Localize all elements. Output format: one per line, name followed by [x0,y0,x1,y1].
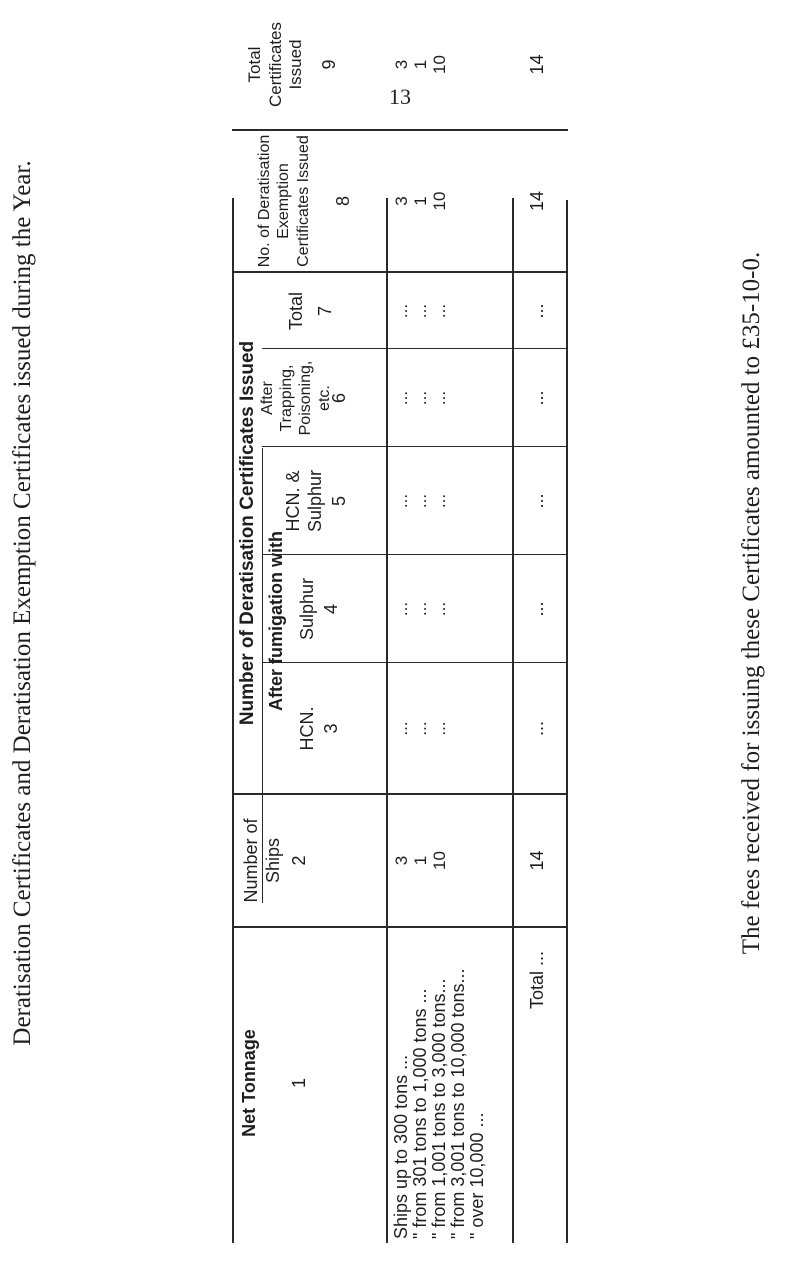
tonnage-column [392,931,487,1239]
table-row [411,931,430,1239]
trapping-value: ... [392,390,411,406]
hcn-sulphur-column [392,449,449,553]
total-certificates: 14 [527,54,548,75]
certificates-value: 1 [411,59,430,70]
tonnage-label: " from 3,001 tons to 10,000 tons... [448,968,468,1239]
header-hcn-sulphur: HCN. & Sulphur [283,469,325,533]
rule-total-sep [512,198,514,1243]
header-after-fumigation: After fumigation with [266,531,287,711]
col-sep-6 [262,348,568,349]
col-sep-8 [232,129,568,131]
exemption-column [392,133,449,269]
col-number-6: 6 [329,393,350,404]
col-number-7: 7 [315,306,336,317]
col-sep-5 [262,446,568,447]
exemption-value: 10 [430,191,449,211]
hcn-value: ... [430,721,449,736]
header-deratisation-certificates: Number of Deratisation Certificates Issued [236,340,258,726]
trapping-value: ... [411,390,430,406]
sulphur-value: ... [411,601,430,617]
total-hcn: ... [527,721,548,737]
table-title: Deratisation Certificates and Deratisation Exemption Certificates issued during the Year. [9,160,36,1046]
col-sep-3 [262,662,568,663]
ships-column [392,798,487,923]
col-number-5: 5 [329,496,350,507]
header-net-tonnage: Net Tonnage [239,1029,260,1137]
exemption-value: 3 [392,196,411,206]
total-total: ... [527,303,548,319]
total-value: ... [411,303,430,319]
total-value: ... [392,303,411,319]
header-after-trapping: After Trapping, Poisoning, etc. [258,360,334,436]
header-number-of-ships: Number of Ships [241,818,283,903]
tonnage-label: Ships up to 300 tons ... [391,1054,411,1239]
table-row [392,931,411,1239]
ships-value: 3 [392,855,411,866]
header-exemption-certificates: No. of Deratisation Exemption Certificates Issued [256,134,312,268]
sulphur-column [392,557,449,661]
rule-body-top [386,198,388,1243]
hcn-sulphur-value: ... [392,493,411,509]
tonnage-label: " from 301 tons to 1,000 tons ... [410,988,430,1239]
total-exemption: 14 [527,190,548,212]
col-number-8: 8 [333,196,354,207]
rule-left [232,198,234,1243]
tonnage-label: " over 10,000 ... [467,1112,487,1239]
exemption-value: 1 [411,196,430,206]
trapping-value: ... [430,390,449,406]
total-trapping: ... [527,390,548,406]
certificates-value: 3 [392,59,411,70]
total-ships: 14 [527,850,548,871]
col-number-2: 2 [289,855,310,866]
total-hcn-sulphur: ... [527,493,548,509]
trapping-column [392,351,449,445]
certificates-value: 10 [430,55,449,74]
certificates-column [392,2,449,127]
hcn-column [392,666,449,791]
page-number: 13 [389,84,411,109]
sulphur-value: ... [392,601,411,617]
col-sep-7 [232,271,568,273]
total-value: ... [430,303,449,319]
tonnage-label: " from 1,001 tons to 3,000 tons... [429,978,449,1239]
header-hcn: HCN. [297,706,318,751]
hcn-value: ... [411,721,430,736]
hcn-value: ... [392,721,411,736]
ships-value: 1 [411,855,430,866]
col-number-9: 9 [319,59,340,70]
table-row [430,931,449,1239]
sulphur-value: ... [430,601,449,617]
rule-right [566,200,568,1243]
header-total-deratisation: Total [286,291,307,331]
col-number-3: 3 [321,723,342,734]
total-row-label: Total ... [527,951,548,1010]
header-total-certificates: Total Certificates Issued [245,21,306,108]
table-row [449,931,468,1239]
hcn-sulphur-value: ... [430,493,449,509]
col-sep-4 [262,554,568,555]
header-sulphur: Sulphur [297,577,318,641]
ships-value [468,798,487,923]
hcn-sulphur-value: ... [411,493,430,509]
ships-value: 10 [430,851,449,870]
fees-footnote: The fees received for issuing these Certificates amounted to £35-10-0. [738,251,765,955]
ships-value [449,798,468,923]
col-sep-2 [232,793,568,795]
col-sep-1 [232,926,568,928]
table-row [468,931,487,1239]
total-deratisation-column [392,275,449,347]
col-number-4: 4 [321,604,342,615]
total-sulphur: ... [527,601,548,617]
col-number-1: 1 [289,1078,310,1089]
